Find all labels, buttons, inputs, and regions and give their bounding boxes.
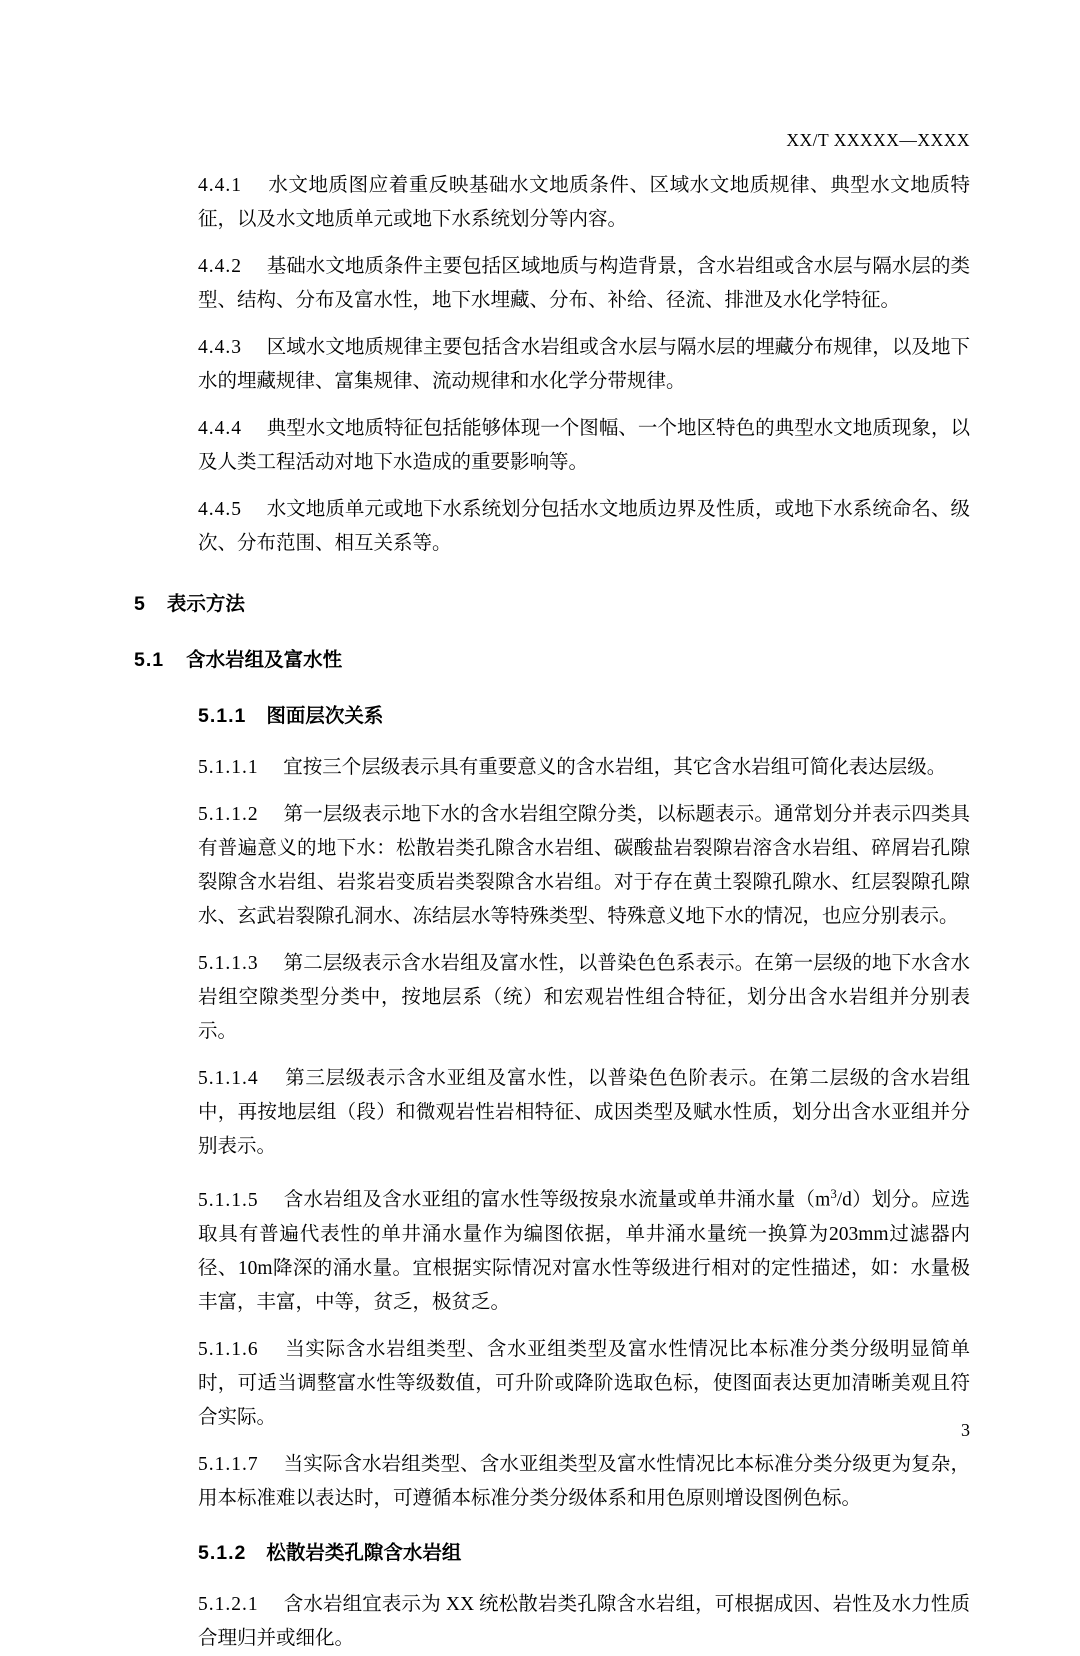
paragraph-5-1-1-6 xyxy=(198,1333,970,1435)
paragraph-text: 基础水文地质条件主要包括区域地质与构造背景，含水岩组或含水层与隔水层的类型、结构、分布及富水性，地下水埋藏、分布、补给、径流、排泄及水化学特征。 xyxy=(198,256,970,311)
paragraph-number: 5.1.1.1 xyxy=(198,757,259,778)
paragraph-text-part2: /d）划分。应选取具有普遍代表性的单井涌水量作为编图依据，单井涌水量统一换算为203mm过滤器内径、10m降深的涌水量。宜根据实际情况对富水性等级进行相对的定性描述，如：水量极丰富，丰富，中等，贫乏，极贫乏。 xyxy=(198,1189,970,1313)
paragraph-4-4-4 xyxy=(198,412,970,480)
paragraph-5-1-2-1 xyxy=(198,1588,970,1656)
paragraph-number: 4.4.5 xyxy=(198,499,242,520)
paragraph-number: 4.4.4 xyxy=(198,418,242,439)
section-number: 5.1.1 xyxy=(198,705,247,727)
page-header: XX/T XXXXX—XXXX xyxy=(786,130,970,150)
paragraph-text: 第三层级表示含水亚组及富水性，以普染色色阶表示。在第二层级的含水岩组中，再按地层组（段）和微观岩性岩相特征、成因类型及赋水性质，划分出含水亚组并分别表示。 xyxy=(198,1068,970,1157)
paragraph-number: 4.4.3 xyxy=(198,337,242,358)
paragraph-text: 典型水文地质特征包括能够体现一个图幅、一个地区特色的典型水文地质现象，以及人类工程活动对地下水造成的重要影响等。 xyxy=(198,418,970,473)
paragraph-number: 5.1.1.2 xyxy=(198,804,259,825)
paragraph-4-4-1 xyxy=(198,169,970,237)
unit-base: m xyxy=(815,1189,831,1211)
paragraph-text: 当实际含水岩组类型、含水亚组类型及富水性情况比本标准分类分级更为复杂，用本标准难以表达时，可遵循本标准分类分级体系和用色原则增设图例色标。 xyxy=(198,1453,970,1509)
section-title: 图面层次关系 xyxy=(266,705,384,727)
section-heading-5 xyxy=(134,587,970,621)
paragraph-5-1-1-5 xyxy=(198,1177,970,1320)
section-number: 5 xyxy=(134,593,145,615)
unit-superscript: 3 xyxy=(830,1187,837,1201)
paragraph-number: 4.4.2 xyxy=(198,256,242,277)
paragraph-5-1-1-7 xyxy=(198,1448,970,1516)
paragraph-text: 第一层级表示地下水的含水岩组空隙分类，以标题表示。通常划分并表示四类具有普遍意义的地下水：松散岩类孔隙含水岩组、碳酸盐岩裂隙岩溶含水岩组、碎屑岩孔隙裂隙含水岩组、岩浆岩变质岩类裂隙含水岩组。对于存在黄土裂隙孔隙水、红层裂隙孔隙水、玄武岩裂隙孔洞水、冻结层水等特殊类型、特殊意义地下水的情况，也应分别表示。 xyxy=(198,804,970,927)
paragraph-text-part1: 含水岩组及含水亚组的富水性等级按泉水流量或单井涌水量（ xyxy=(283,1189,816,1211)
paragraph-5-1-1-1 xyxy=(198,751,970,785)
paragraph-number: 5.1.1.6 xyxy=(198,1338,259,1360)
paragraph-5-1-1-3 xyxy=(198,947,970,1049)
paragraph-text: 水文地质图应着重反映基础水文地质条件、区域水文地质规律、典型水文地质特征，以及水文地质单元或地下水系统划分等内容。 xyxy=(198,175,970,230)
paragraph-4-4-5 xyxy=(198,493,970,561)
document-body xyxy=(110,169,970,1656)
paragraph-number: 5.1.1.3 xyxy=(198,953,259,974)
paragraph-5-1-1-4 xyxy=(198,1062,970,1164)
section-title: 表示方法 xyxy=(166,593,245,615)
paragraph-text: 宜按三个层级表示具有重要意义的含水岩组，其它含水岩组可简化表达层级。 xyxy=(283,757,947,778)
paragraph-text: 第二层级表示含水岩组及富水性，以普染色色系表示。在第一层级的地下水含水岩组空隙类型分类中，按地层系（统）和宏观岩性组合特征，划分出含水岩组并分别表示。 xyxy=(198,953,970,1042)
paragraph-number: 5.1.2.1 xyxy=(198,1593,259,1615)
section-heading-5-1-2 xyxy=(198,1536,970,1570)
section-heading-5-1-1 xyxy=(198,699,970,733)
paragraph-text: 含水岩组宜表示为 XX 统松散岩类孔隙含水岩组，可根据成因、岩性及水力性质合理归并或细化。 xyxy=(198,1593,970,1649)
page-number: 3 xyxy=(961,1420,970,1440)
paragraph-text: 区域水文地质规律主要包括含水岩组或含水层与隔水层的埋藏分布规律，以及地下水的埋藏规律、富集规律、流动规律和水化学分带规律。 xyxy=(198,337,970,392)
paragraph-number: 5.1.1.7 xyxy=(198,1453,259,1475)
paragraph-text: 水文地质单元或地下水系统划分包括水文地质边界及性质，或地下水系统命名、级次、分布范围、相互关系等。 xyxy=(198,499,970,554)
paragraph-4-4-2 xyxy=(198,250,970,318)
paragraph-number: 5.1.1.5 xyxy=(198,1189,259,1211)
section-number: 5.1 xyxy=(134,649,165,671)
section-number: 5.1.2 xyxy=(198,1541,247,1564)
paragraph-4-4-3 xyxy=(198,331,970,399)
section-title: 含水岩组及富水性 xyxy=(186,649,343,671)
paragraph-5-1-1-2 xyxy=(198,798,970,934)
paragraph-number: 5.1.1.4 xyxy=(198,1068,259,1089)
paragraph-text: 当实际含水岩组类型、含水亚组类型及富水性情况比本标准分类分级明显简单时，可适当调整富水性等级数值，可升阶或降阶选取色标，使图面表达更加清晰美观且符合实际。 xyxy=(198,1338,970,1428)
paragraph-number: 4.4.1 xyxy=(198,175,242,196)
section-title: 松散岩类孔隙含水岩组 xyxy=(266,1541,462,1564)
section-heading-5-1 xyxy=(134,643,970,677)
